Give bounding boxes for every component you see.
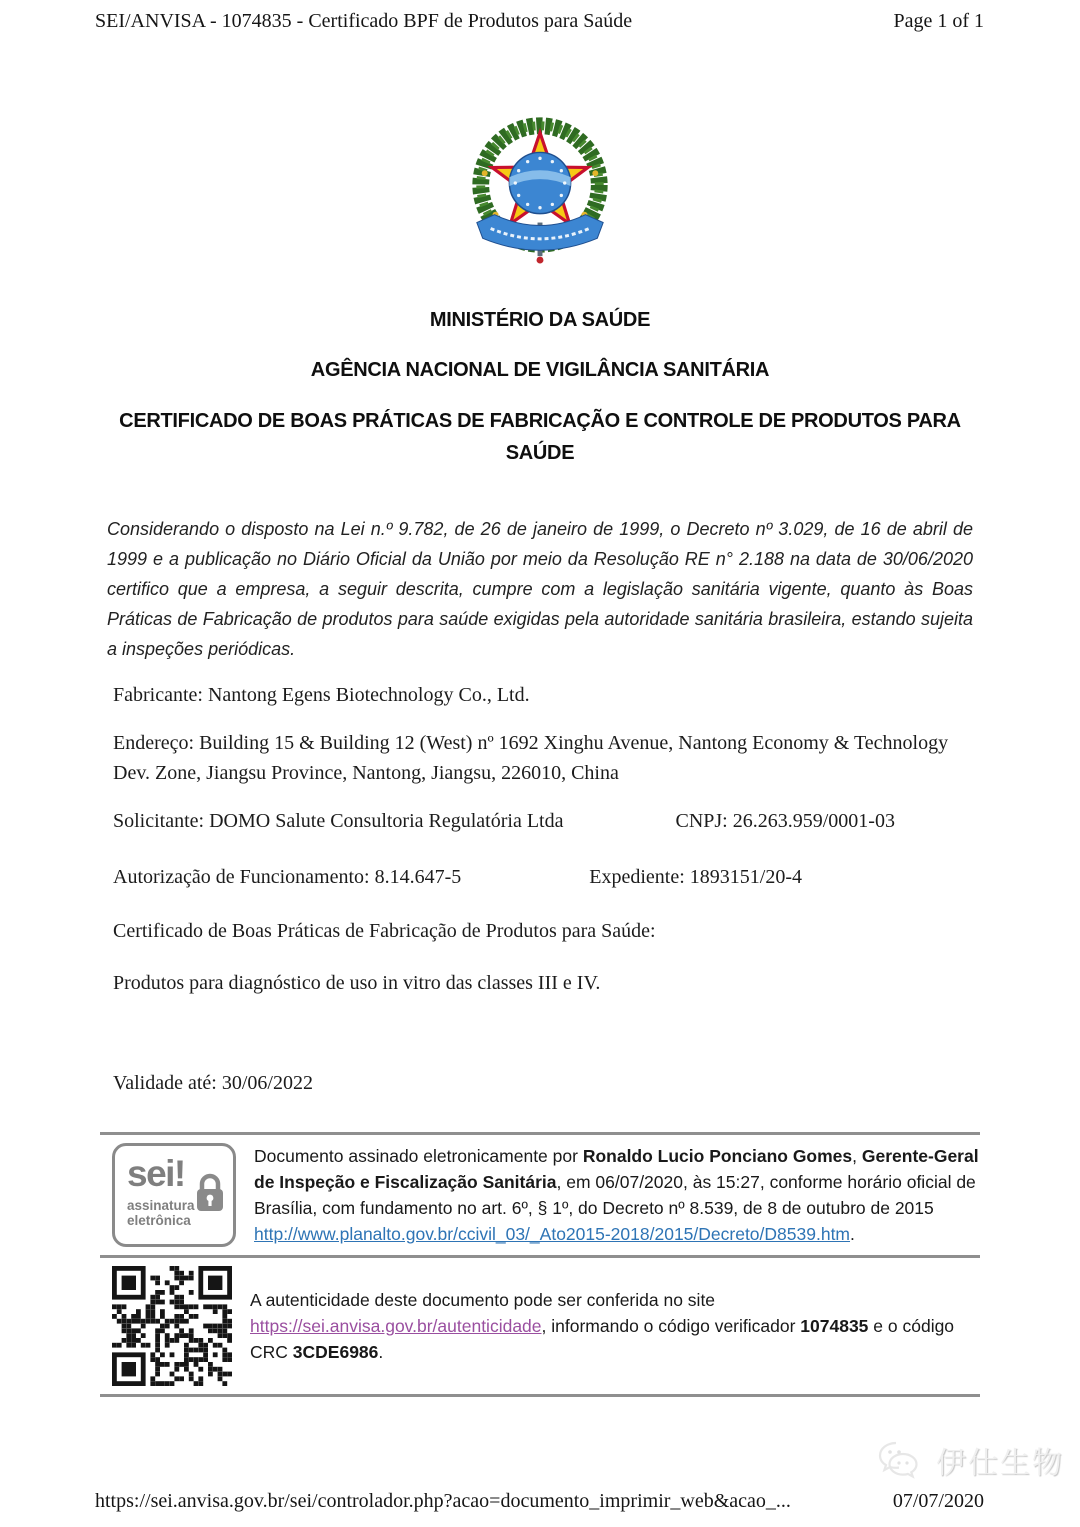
fabricante-line: Fabricante: Nantong Egens Biotechnology Co., Ltd. [113, 684, 530, 706]
certificate-title: CERTIFICADO DE BOAS PRÁTICAS DE FABRICAÇÃO E CONTROLE DE PRODUTOS PARA SAÚDE [119, 410, 961, 464]
agency-title: AGÊNCIA NACIONAL DE VIGILÂNCIA SANITÁRIA [310, 359, 770, 381]
certificado-line: Certificado de Boas Práticas de Fabricação de Produtos para Saúde: [113, 920, 656, 942]
expediente-value: Expediente: 1893151/20-4 [589, 866, 802, 888]
autorizacao-value: Autorização de Funcionamento: 8.14.647-5 [113, 866, 462, 888]
crc-code: 3CDE6986 [292, 1342, 379, 1362]
sei-logo: sei! [127, 1153, 185, 1194]
decreto-link[interactable]: http://www.planalto.gov.br/ccivil_03/_Ato2015-2018/2015/Decreto/D8539.htm [254, 1224, 851, 1244]
qr-code [112, 1266, 232, 1386]
ministry-title: MINISTÉRIO DA SAÚDE [429, 309, 651, 331]
print-header-title: SEI/ANVISA - 1074835 - Certificado BPF de Produtos para Saúde [95, 10, 633, 32]
signature-row [100, 1135, 980, 1255]
verifier-code: 1074835 [800, 1316, 869, 1336]
print-header-page-label: Page 1 of 1 [893, 10, 984, 32]
brazil-coat-of-arms-icon [461, 105, 619, 269]
lock-icon [194, 1172, 226, 1214]
signer-name: Ronaldo Lucio Ponciano Gomes [582, 1146, 853, 1166]
spacer [563, 806, 675, 836]
solicitante-row [113, 806, 968, 836]
print-footer [95, 1490, 984, 1513]
signer-role: Gerente-Geral de Inspeção e Fiscalização Sanitária [254, 1146, 979, 1192]
autenticidade-link[interactable]: https://sei.anvisa.gov.br/autenticidade [250, 1316, 542, 1336]
sei-signature-badge [112, 1143, 236, 1247]
validade-line: Validade até: 30/06/2022 [113, 1072, 313, 1094]
print-footer-url: https://sei.anvisa.gov.br/sei/controlador.php?acao=documento_imprimir_web&acao_... [95, 1490, 791, 1512]
signature-statement: Documento assinado eletronicamente por Ronaldo Lucio Ponciano Gomes, Gerente-Geral de Inspeção e Fiscalização Sanitária, em 06/07/2020, às 15:27, conforme horário oficial de Brasília, com fundamento no art. 6º, § 1º, do Decreto nº 8.539, de 8 de outubro de 2015 http://www.planalto.gov.br/ccivil_03/_Ato2015-2018/2015/Decreto/D8539.htm. [254, 1146, 979, 1244]
authenticity-row [100, 1255, 980, 1394]
authenticity-statement: A autenticidade deste documento pode ser conferida no site https://sei.anvisa.gov.br/autenticidade, informando o código verificador 1074835 e o código CRC 3CDE6986. [250, 1290, 955, 1362]
signature-table [100, 1132, 980, 1397]
wechat-icon [876, 1440, 928, 1480]
print-header [0, 0, 1080, 33]
brazil-coat-of-arms [0, 105, 1080, 269]
watermark-text: 伊仕生物 [936, 1446, 1064, 1481]
watermark [876, 1438, 1064, 1482]
produtos-line: Produtos para diagnóstico de uso in vitro das classes III e IV. [113, 972, 601, 994]
spacer [461, 862, 589, 892]
print-footer-date: 07/07/2020 [892, 1490, 984, 1512]
considerando-paragraph: Considerando o disposto na Lei n.º 9.782, de 26 de janeiro de 1999, o Decreto nº 3.029, de 16 de abril de 1999 e a publicação no Diário Oficial da União por meio da Resolução RE n° 2.188 na data de 30/06/2020 certifico que a empresa, a seguir descrita, cumpre com a legislação sanitária vigente, quanto às Boas Práticas de Fabricação de produtos para saúde exigidas pela autoridade sanitária brasileira, estando sujeita a inspeções periódicas. [107, 519, 973, 659]
solicitante-label: Solicitante: DOMO Salute Consultoria Regulatória Ltda [113, 810, 564, 832]
cnpj-value: CNPJ: 26.263.959/0001-03 [675, 810, 895, 832]
sei-logo-subtitle: assinatura eletrônica [127, 1198, 195, 1228]
endereco-line: Endereço: Building 15 & Building 12 (West) nº 1692 Xinghu Avenue, Nantong Economy & Technology Dev. Zone, Jiangsu Province, Nantong, Jiangsu, 226010, China [113, 732, 949, 784]
autorizacao-row [113, 862, 968, 892]
